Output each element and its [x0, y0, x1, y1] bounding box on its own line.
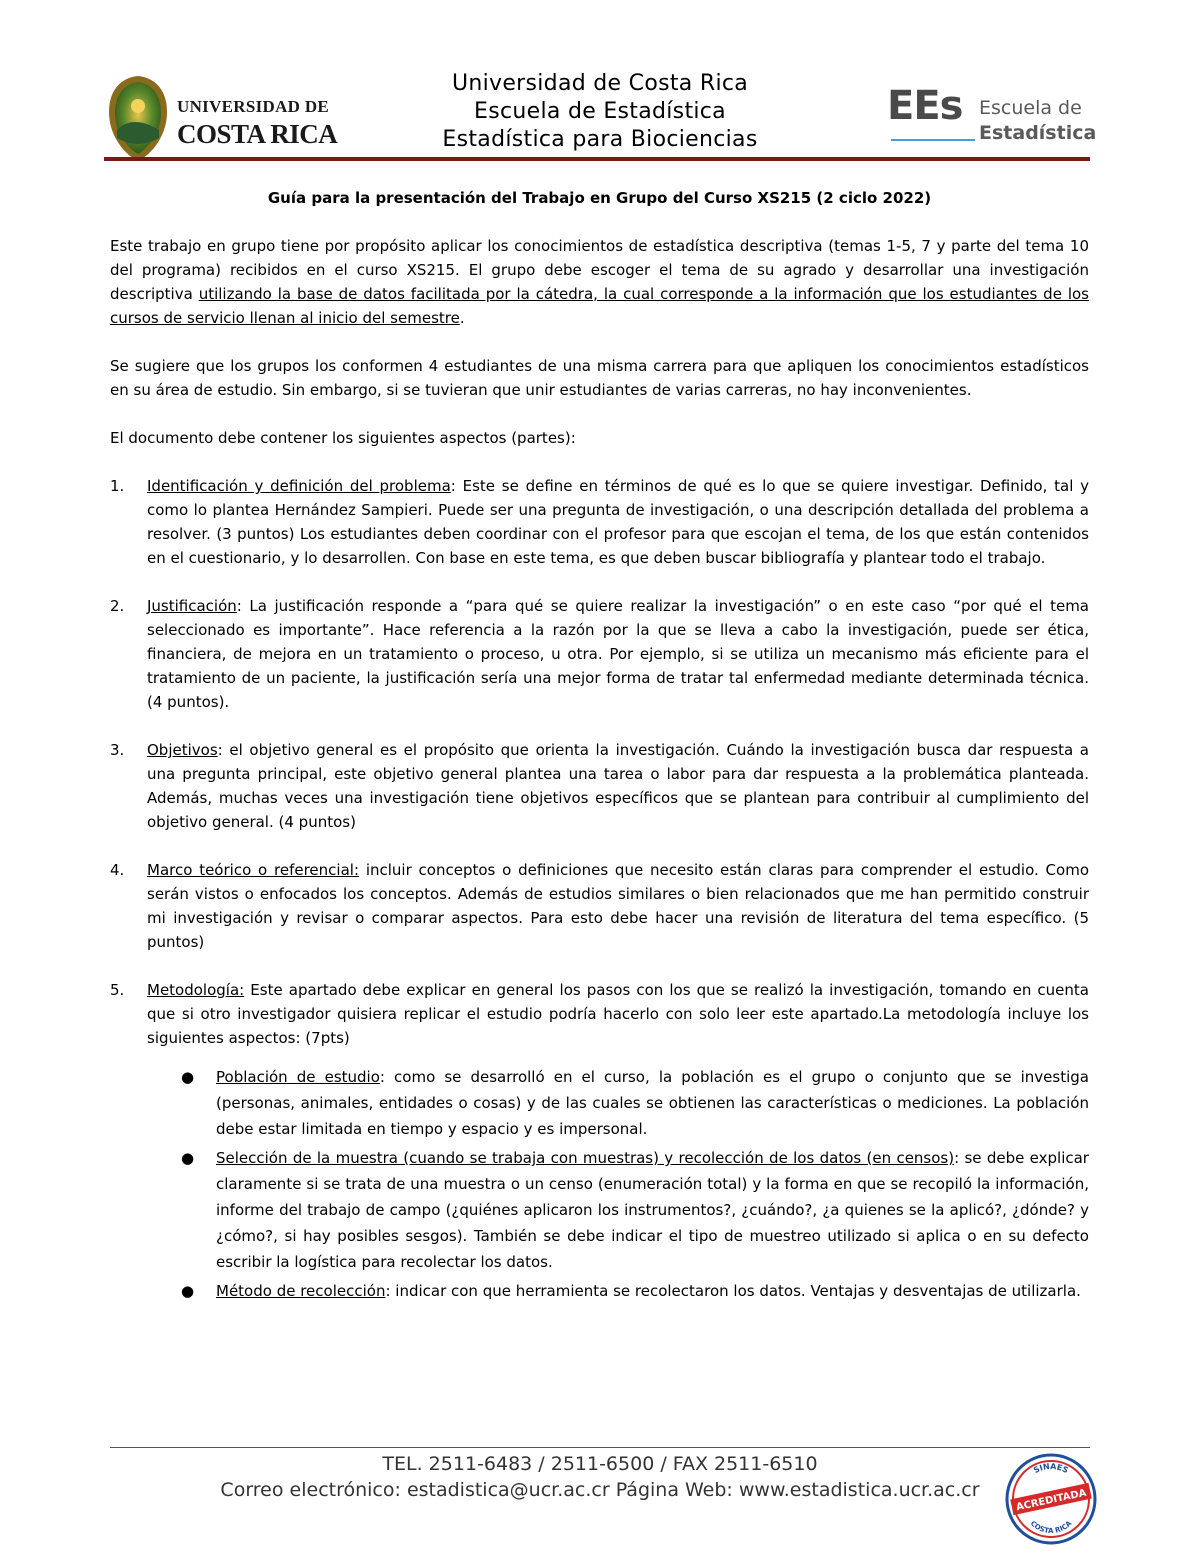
item-number: 2. [110, 597, 125, 615]
bullet-icon: ● [181, 1282, 195, 1300]
list-item [110, 738, 1089, 834]
sinaes-accreditation-seal [1005, 1453, 1097, 1545]
seal-top-text: SINAES [1032, 1461, 1070, 1476]
header-divider [104, 157, 1090, 161]
school-name: Escuela de Estadística [474, 99, 726, 124]
footer-contact: Correo electrónico: estadistica@ucr.ac.cr Página Web: www.estadistica.ucr.ac.cr [220, 1479, 980, 1501]
bullet-heading: Población de estudio [216, 1068, 380, 1086]
ees-logo-mark: EEs [887, 83, 963, 129]
bullet-text: : como se desarrolló en el curso, la población es el grupo o conjunto que se investiga (personas, animales, entidades o cosas) y de las cuales se obtienen las características o mediciones. La población debe estar limitada en tiempo y espacio y es impersonal. [216, 1068, 1089, 1138]
footer-divider [110, 1447, 1090, 1448]
contents-intro: El documento debe contener los siguientes aspectos (partes): [110, 429, 576, 447]
item-number: 4. [110, 861, 125, 879]
item-text: incluir conceptos o definiciones que necesito están claras para comprender el estudio. Como serán vistos o enfocados los conceptos. Además de estudios similares o bien relacionados que me han permitido construir mi investigación y revisar o comparar aspectos. Para esto debe hacer una revisión de literatura del tema específico. (5 puntos) [147, 861, 1089, 951]
ucr-logo [103, 72, 338, 164]
list-item [110, 978, 1089, 1050]
bullet-text: : se debe explicar claramente si se trata de una muestra o un censo (enumeración total) y la forma en que se recopiló la información, informe del trabajo de campo (¿quiénes aplicaron los instrumentos?, ¿cuándo?, ¿a quienes se la aplicó?, ¿dónde? y ¿cómo?, si hay posibles sesgos). También se debe indicar el tipo de muestreo utilizado si aplica o en su defecto escribir la logística para recolectar los datos. [216, 1149, 1089, 1271]
course-name: Estadística para Biociencias [442, 127, 758, 152]
item-number: 5. [110, 981, 125, 999]
sections-list [110, 474, 1089, 1050]
list-item [110, 594, 1089, 714]
item-heading: Marco teórico o referencial: [147, 861, 359, 879]
bullet-icon: ● [181, 1068, 195, 1086]
item-sep: : [450, 477, 463, 495]
bullet-item [110, 1145, 1089, 1275]
ees-logo-line2: Estadística [979, 122, 1097, 144]
item-text: Este apartado debe explicar en general los pasos con los que se realizó la investigación, tomando en cuenta que si otro investigador quisiera replicar el estudio podría hacerlo con solo leer este apartado.La metodología incluye los siguientes aspectos: (7pts) [147, 981, 1089, 1047]
item-heading: Identificación y definición del problema [147, 477, 451, 495]
methodology-bullets [110, 1064, 1089, 1304]
page-footer [110, 1451, 1090, 1503]
item-sep: : [217, 741, 230, 759]
seal-bottom-text: COSTA RICA [1028, 1519, 1074, 1536]
item-heading: Metodología: [147, 981, 245, 999]
header-title-block [380, 70, 820, 154]
footer-phones: TEL. 2511-6483 / 2511-6500 / FAX 2511-6510 [382, 1453, 818, 1475]
bullet-heading: Método de recolección [216, 1282, 386, 1300]
item-number: 1. [110, 477, 125, 495]
ucr-logo-line1: UNIVERSIDAD DE [177, 97, 330, 116]
ees-logo-underline [891, 139, 975, 141]
page-header [0, 0, 1200, 170]
seal-middle-text: ACREDITADA [1015, 1487, 1088, 1514]
ees-logo-line1: Escuela de [979, 97, 1082, 119]
bullet-item [110, 1278, 1089, 1304]
list-item [110, 858, 1089, 954]
item-sep: : [236, 597, 250, 615]
bullet-icon: ● [181, 1149, 195, 1167]
suggestion-paragraph: Se sugiere que los grupos los conformen 4 estudiantes de una misma carrera para que apliquen los conocimientos estadísticos en su área de estudio. Sin embargo, si se tuvieran que unir estudiantes de varias carreras, no hay inconvenientes. [110, 357, 1089, 399]
intro-paragraph [110, 234, 1089, 330]
intro-end: . [459, 309, 465, 327]
item-heading: Justificación [147, 597, 237, 615]
item-text: el objetivo general es el propósito que orienta la investigación. Cuándo la investigación busca dar respuesta a una pregunta principal, este objetivo general plantea una tarea o labor para dar respuesta a la problemática planteada. Además, muchas veces una investigación tiene objetivos específicos que se plantean para contribuir al cumplimiento del objetivo general. (4 puntos) [147, 741, 1089, 831]
university-name: Universidad de Costa Rica [451, 71, 749, 96]
item-heading: Objetivos [147, 741, 218, 759]
document-body [110, 186, 1089, 1307]
ucr-logo-line2: COSTA RICA [177, 119, 338, 149]
bullet-text: : indicar con que herramienta se recolectaron los datos. Ventajas y desventajas de utilizarla. [385, 1282, 1081, 1300]
intro-underlined-text: utilizando la base de datos facilitada por la cátedra, la cual corresponde a la información que los estudiantes de los cursos de servicio llenan al inicio del semestre [110, 285, 1089, 327]
item-text: Este se define en términos de qué es lo que se quiere investigar. Definido, tal y como lo plantea Hernández Sampieri. Puede ser una pregunta de investigación, o una descripción detallada del problema a resolver. (3 puntos) Los estudiantes deben coordinar con el profesor para que escojan el tema, de los que están contenidos en el cuestionario, y lo desarrollen. Con base en este tema, es que deben buscar bibliografía y plantear todo el trabajo. [147, 477, 1090, 567]
document-title: Guía para la presentación del Trabajo en Grupo del Curso XS215 (2 ciclo 2022) [267, 189, 932, 207]
bullet-heading: Selección de la muestra (cuando se trabaja con muestras) y recolección de los datos (en censos) [216, 1149, 955, 1167]
item-sep [359, 861, 366, 879]
item-text: La justificación responde a “para qué se quiere realizar la investigación” o en este caso “por qué el tema seleccionado es importante”. Hace referencia a la razón por la que se lleva a cabo la investigación, puede ser ética, financiera, de mejora en un tratamiento o proceso, u otra. Por ejemplo, si se utiliza un mecanismo más eficiente para el tratamiento de un paciente, la justificación sería una mejor forma de tratar tal enfermedad mediante determinada técnica. (4 puntos). [147, 597, 1089, 711]
ees-logo [887, 82, 1097, 148]
list-item [110, 474, 1089, 570]
intro-text: Este trabajo en grupo tiene por propósito aplicar los conocimientos de estadística descriptiva (temas 1-5, 7 y parte del tema 10 del programa) recibidos en el curso XS215. El grupo debe escoger el tema de su agrado y desarrollar una investigación descriptiva [110, 237, 1089, 303]
bullet-item [110, 1064, 1089, 1142]
item-number: 3. [110, 741, 125, 759]
